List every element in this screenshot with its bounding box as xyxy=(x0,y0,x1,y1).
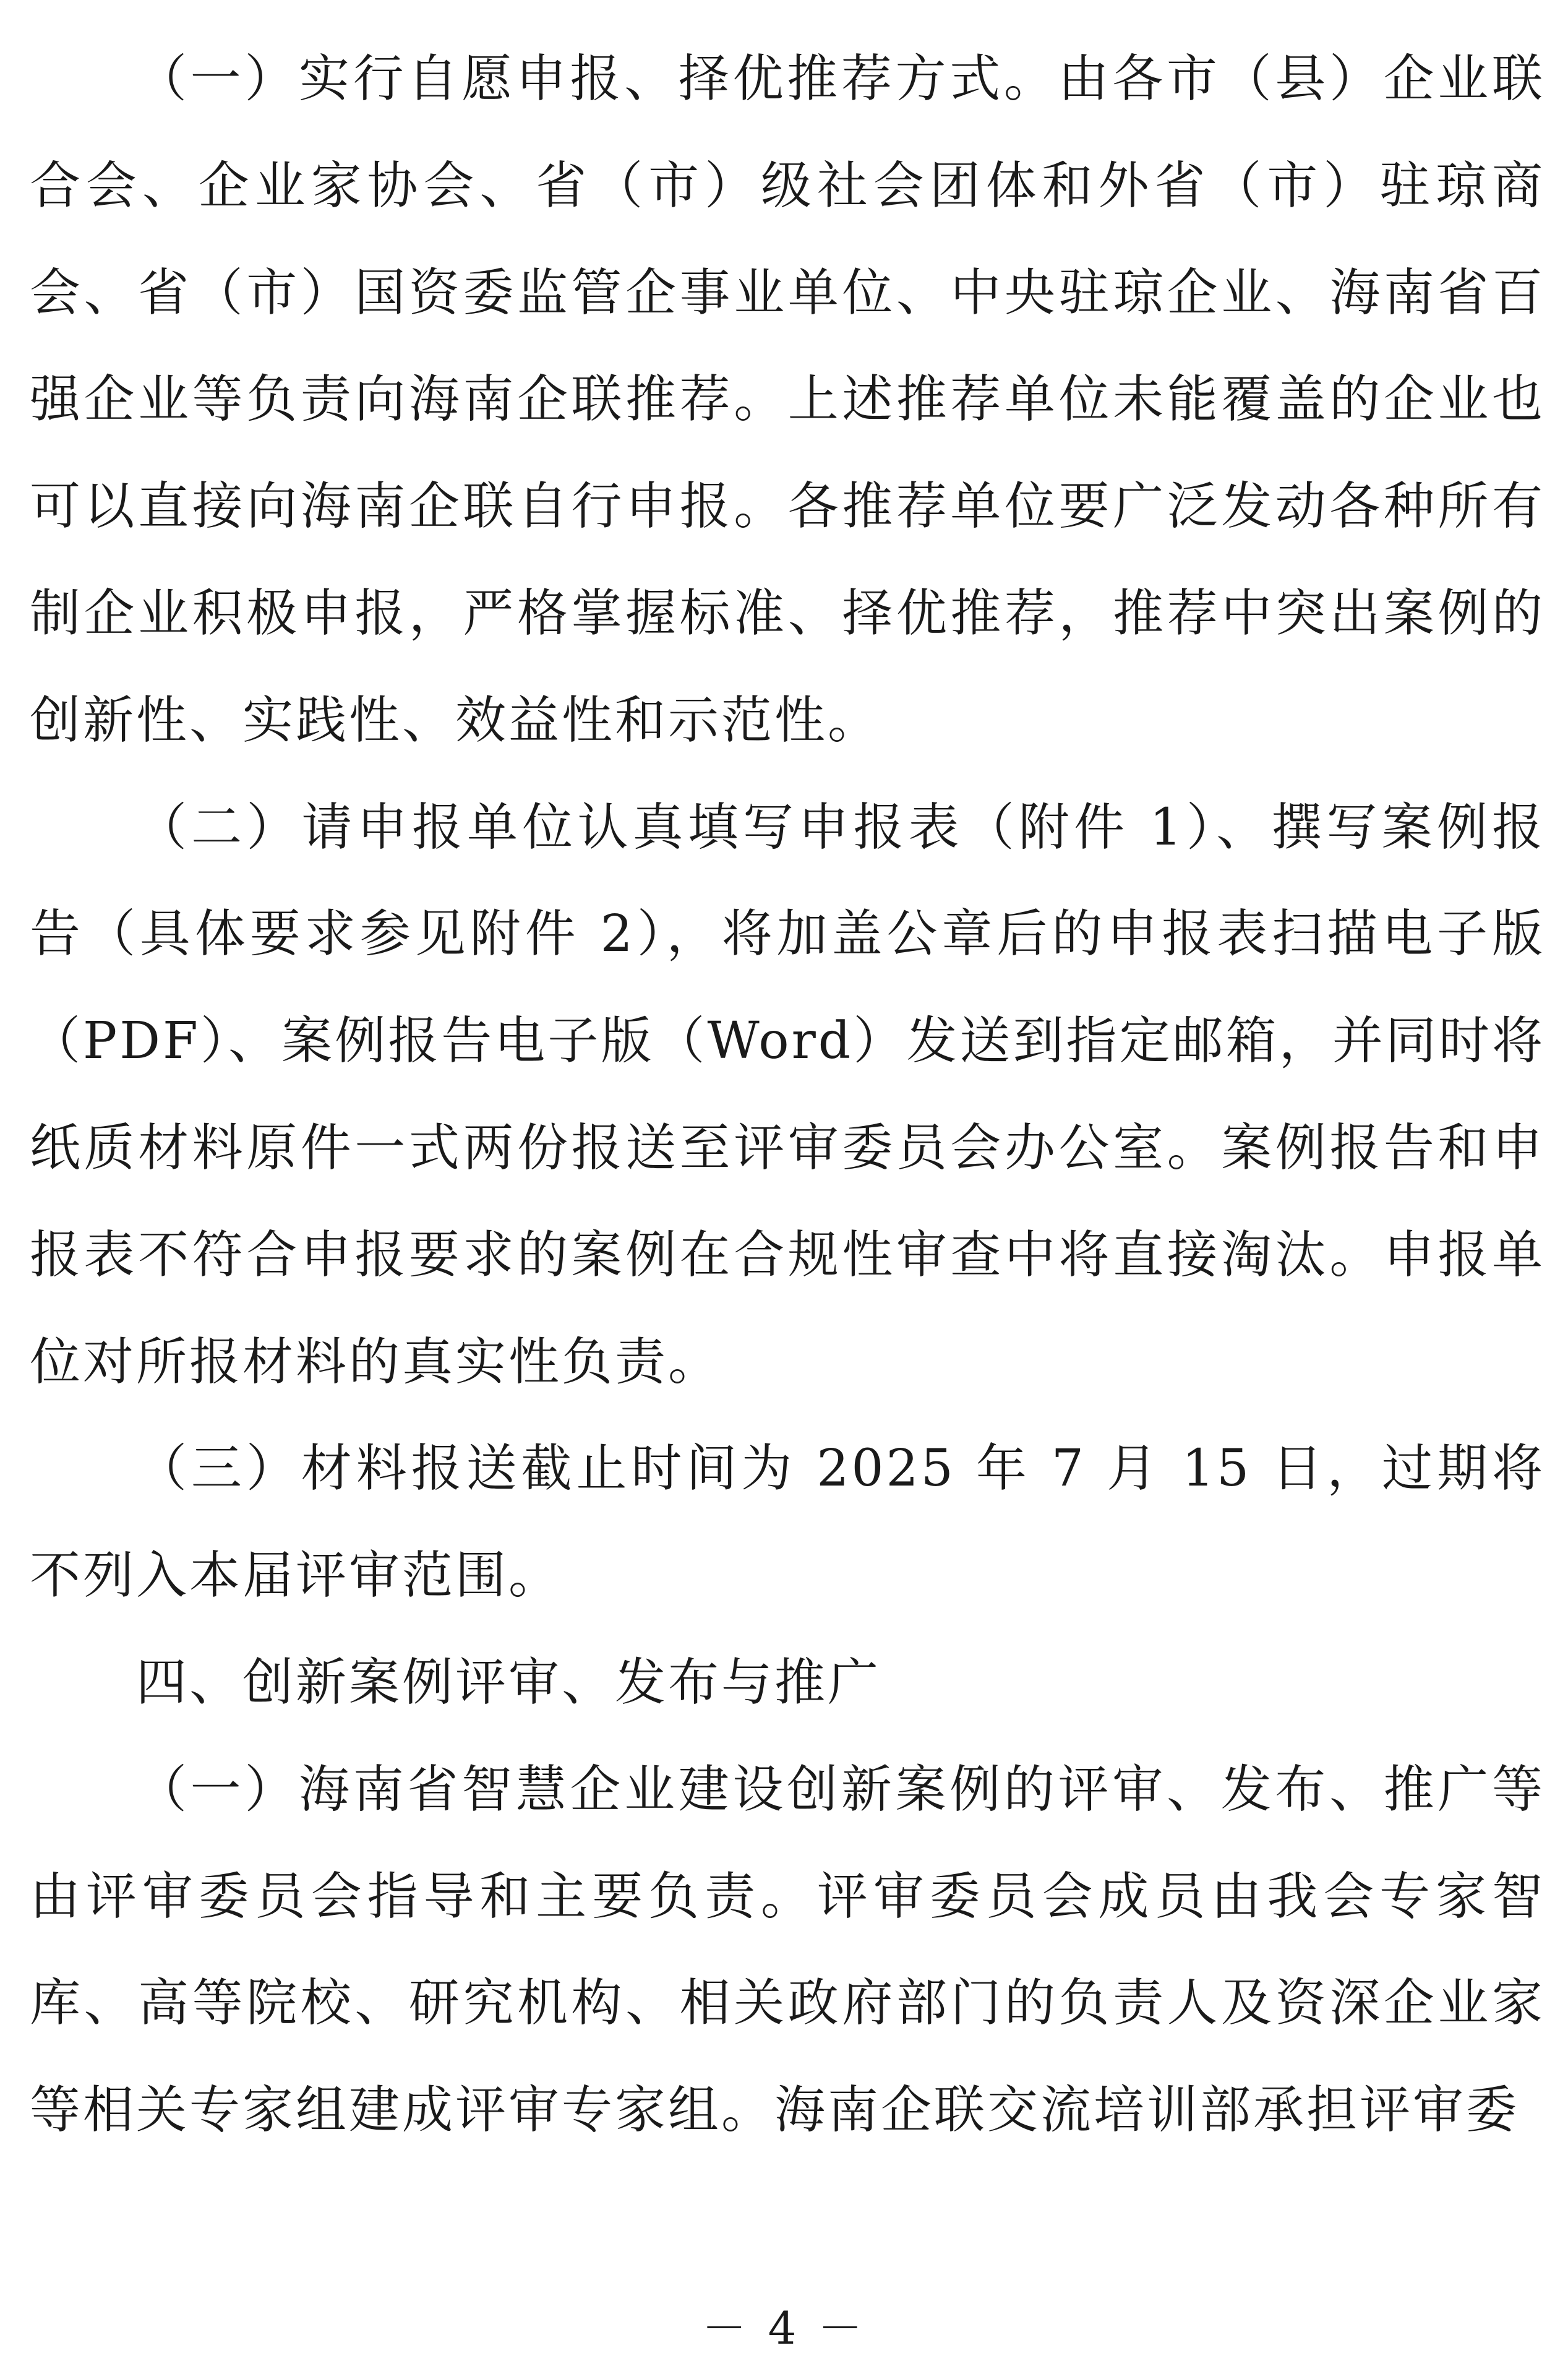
paragraph-4: （一）海南省智慧企业建设创新案例的评审、发布、推广等由评审委员会指导和主要负责。评审委员会成员由我会专家智库、高等院校、研究机构、相关政府部门的负责人及资深企业家等相关专家组建成评审专家组。海南企联交流培训部承担评审委 xyxy=(30,1760,1545,2140)
section-heading: 四、创新案例评审、发布与推广 xyxy=(136,1653,881,1712)
paragraph-3: （三）材料报送截止时间为 2025 年 7 月 15 日，过期将不列入本届评审范围。 xyxy=(30,1439,1545,1606)
paragraph-2: （二）请申报单位认真填写申报表（附件 1）、撰写案例报告（具体要求参见附件 2），将加盖公章后的申报表扫描电子版（PDF）、案例报告电子版（Word）发送到指定邮箱，并同时将纸质材料原件一式两份报送至评审委员会办公室。案例报告和申报表不符合申报要求的案例在合规性审查中将直接淘汰。申报单位对所报材料的真实性负责。 xyxy=(30,798,1545,1391)
page-number: － 4 － xyxy=(701,2302,867,2354)
paragraph-1: （一）实行自愿申报、择优推荐方式。由各市（县）企业联合会、企业家协会、省（市）级社会团体和外省（市）驻琼商会、省（市）国资委监管企事业单位、中央驻琼企业、海南省百强企业等负责向海南企联推荐。上述推荐单位未能覆盖的企业也可以直接向海南企联自行申报。各推荐单位要广泛发动各种所有制企业积极申报，严格掌握标准、择优推荐，推荐中突出案例的创新性、实践性、效益性和示范性。 xyxy=(30,49,1545,750)
document-page xyxy=(30,26,1545,2164)
